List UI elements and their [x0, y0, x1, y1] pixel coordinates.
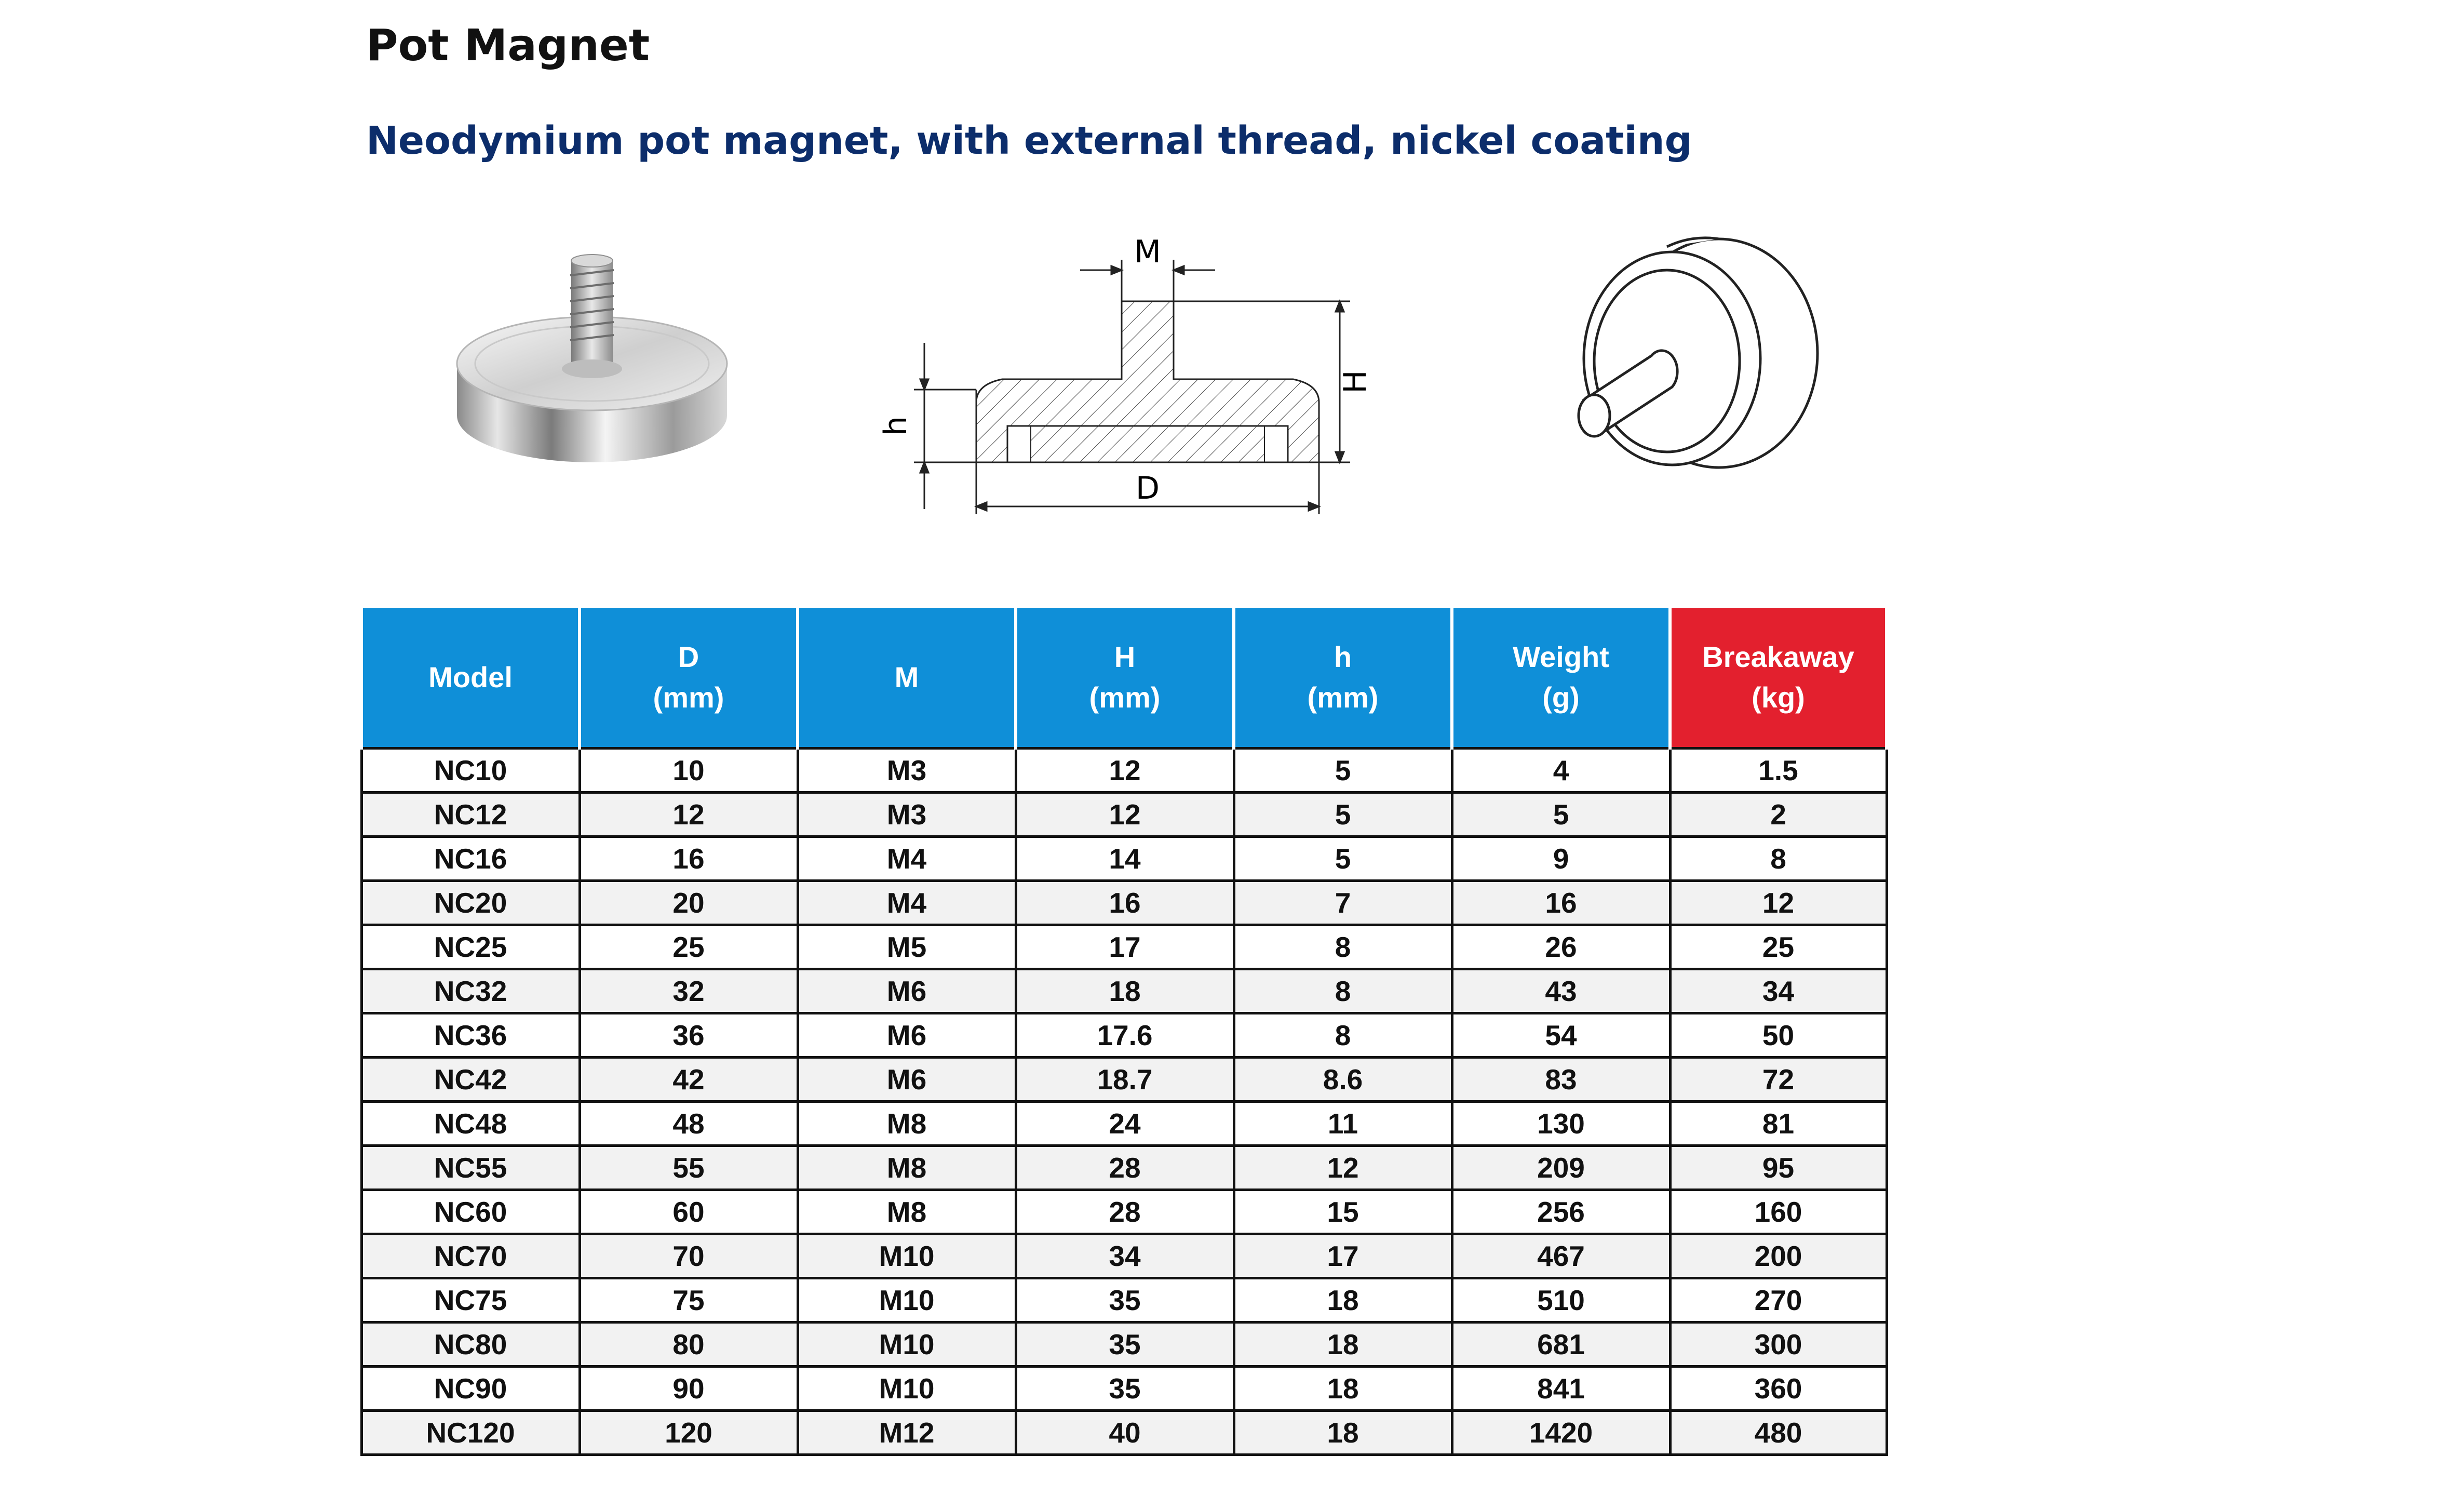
magnet-photo [447, 244, 737, 493]
table-cell: 11 [1234, 1102, 1452, 1146]
column-header-unit: (g) [1542, 681, 1580, 714]
column-header-unit: (mm) [653, 681, 724, 714]
table-cell: 12 [1016, 793, 1234, 837]
table-cell: M10 [798, 1234, 1016, 1278]
spec-table [360, 608, 1888, 1456]
table-cell: 209 [1452, 1146, 1670, 1190]
table-cell: NC80 [361, 1323, 580, 1367]
table-cell: 20 [580, 881, 798, 925]
column-header [1670, 608, 1887, 749]
table-cell: NC12 [361, 793, 580, 837]
table-cell: NC48 [361, 1102, 580, 1146]
table-cell: 480 [1670, 1411, 1887, 1455]
table-cell: 75 [580, 1278, 798, 1323]
table-cell: 55 [580, 1146, 798, 1190]
table-cell: M3 [798, 749, 1016, 793]
table-cell: NC70 [361, 1234, 580, 1278]
dimension-label-h: h [878, 416, 914, 436]
table-cell: M8 [798, 1146, 1016, 1190]
table-cell: 5 [1234, 793, 1452, 837]
table-cell: 25 [580, 925, 798, 969]
table-row [361, 881, 1887, 925]
table-cell: 8 [1234, 969, 1452, 1013]
table-cell: 2 [1670, 793, 1887, 837]
table-cell: 17 [1016, 925, 1234, 969]
table-cell: M8 [798, 1102, 1016, 1146]
table-row [361, 749, 1887, 793]
table-cell: 467 [1452, 1234, 1670, 1278]
table-cell: M6 [798, 969, 1016, 1013]
table-cell: NC55 [361, 1146, 580, 1190]
table-cell: 16 [1016, 881, 1234, 925]
column-header-unit: (mm) [1089, 681, 1161, 714]
table-cell: 60 [580, 1190, 798, 1234]
table-row [361, 1058, 1887, 1102]
table-cell: 25 [1670, 925, 1887, 969]
table-cell: 16 [580, 837, 798, 881]
table-cell: NC32 [361, 969, 580, 1013]
table-cell: 7 [1234, 881, 1452, 925]
table-cell: 35 [1016, 1278, 1234, 1323]
table-row [361, 1190, 1887, 1234]
column-header [361, 608, 580, 749]
table-cell: 72 [1670, 1058, 1887, 1102]
table-cell: 95 [1670, 1146, 1887, 1190]
table-row [361, 1411, 1887, 1455]
table-cell: 18 [1234, 1278, 1452, 1323]
table-cell: 12 [1670, 881, 1887, 925]
table-cell: M6 [798, 1013, 1016, 1058]
table-body [361, 749, 1887, 1455]
table-cell: NC75 [361, 1278, 580, 1323]
table-cell: 5 [1234, 749, 1452, 793]
table-cell: 36 [580, 1013, 798, 1058]
column-header [1452, 608, 1670, 749]
column-header-label: Model [428, 661, 513, 693]
table-cell: 5 [1234, 837, 1452, 881]
table-row [361, 837, 1887, 881]
column-header-label: h [1334, 640, 1352, 673]
column-header-label: M [894, 661, 919, 693]
table-cell: M6 [798, 1058, 1016, 1102]
column-header-label: Weight [1513, 640, 1609, 673]
table-cell: 4 [1452, 749, 1670, 793]
table-cell: M10 [798, 1367, 1016, 1411]
table-cell: NC25 [361, 925, 580, 969]
table-cell: 28 [1016, 1190, 1234, 1234]
table-cell: 1420 [1452, 1411, 1670, 1455]
table-cell: 270 [1670, 1278, 1887, 1323]
table-row [361, 1367, 1887, 1411]
table-header-row [361, 608, 1887, 749]
table-row [361, 1102, 1887, 1146]
table-cell: 5 [1452, 793, 1670, 837]
table-cell: 54 [1452, 1013, 1670, 1058]
table-cell: M10 [798, 1278, 1016, 1323]
table-cell: 12 [1234, 1146, 1452, 1190]
table-cell: NC42 [361, 1058, 580, 1102]
dimension-label-H: H [1337, 370, 1374, 394]
table-cell: 12 [1016, 749, 1234, 793]
isometric-drawing [1547, 229, 1828, 488]
table-row [361, 1278, 1887, 1323]
table-cell: NC36 [361, 1013, 580, 1058]
table-cell: 681 [1452, 1323, 1670, 1367]
table-cell: 83 [1452, 1058, 1670, 1102]
table-row [361, 925, 1887, 969]
table-cell: 80 [580, 1323, 798, 1367]
table-cell: NC16 [361, 837, 580, 881]
table-cell: 81 [1670, 1102, 1887, 1146]
table-row [361, 793, 1887, 837]
table-cell: 130 [1452, 1102, 1670, 1146]
table-cell: M8 [798, 1190, 1016, 1234]
column-header [1016, 608, 1234, 749]
table-cell: 160 [1670, 1190, 1887, 1234]
column-header [1234, 608, 1452, 749]
table-cell: 256 [1452, 1190, 1670, 1234]
table-cell: 1.5 [1670, 749, 1887, 793]
column-header-label: Breakaway [1702, 640, 1854, 673]
dimension-label-D: D [1135, 470, 1160, 506]
table-row [361, 1013, 1887, 1058]
table-cell: M4 [798, 837, 1016, 881]
column-header-unit: (kg) [1752, 681, 1805, 714]
table-row [361, 969, 1887, 1013]
table-cell: 8.6 [1234, 1058, 1452, 1102]
table-cell: 17.6 [1016, 1013, 1234, 1058]
table-cell: 8 [1234, 925, 1452, 969]
table-cell: 18 [1234, 1323, 1452, 1367]
table-row [361, 1146, 1887, 1190]
table-cell: 18 [1234, 1411, 1452, 1455]
table-cell: 35 [1016, 1367, 1234, 1411]
page-subtitle: Neodymium pot magnet, with external thread, nickel coating [366, 118, 1692, 163]
table-cell: M3 [798, 793, 1016, 837]
table-cell: 9 [1452, 837, 1670, 881]
table-cell: 12 [580, 793, 798, 837]
table-cell: NC20 [361, 881, 580, 925]
column-header [798, 608, 1016, 749]
column-header [580, 608, 798, 749]
table-cell: 50 [1670, 1013, 1887, 1058]
table-cell: 26 [1452, 925, 1670, 969]
table-row [361, 1234, 1887, 1278]
table-cell: 300 [1670, 1323, 1887, 1367]
table-cell: NC120 [361, 1411, 580, 1455]
table-cell: M10 [798, 1323, 1016, 1367]
table-cell: 18 [1016, 969, 1234, 1013]
table-cell: 48 [580, 1102, 798, 1146]
page-title: Pot Magnet [366, 20, 650, 71]
table-cell: 42 [580, 1058, 798, 1102]
table-cell: 8 [1670, 837, 1887, 881]
technical-drawing [878, 218, 1381, 530]
table-cell: M4 [798, 881, 1016, 925]
table-cell: 43 [1452, 969, 1670, 1013]
table-cell: 17 [1234, 1234, 1452, 1278]
table-cell: 8 [1234, 1013, 1452, 1058]
table-cell: 360 [1670, 1367, 1887, 1411]
table-cell: 10 [580, 749, 798, 793]
table-cell: 32 [580, 969, 798, 1013]
table-cell: 841 [1452, 1367, 1670, 1411]
table-cell: 15 [1234, 1190, 1452, 1234]
dimension-label-m: M [1134, 234, 1161, 270]
table-cell: 70 [580, 1234, 798, 1278]
table-cell: 90 [580, 1367, 798, 1411]
table-cell: 120 [580, 1411, 798, 1455]
table-cell: 34 [1670, 969, 1887, 1013]
table-cell: 34 [1016, 1234, 1234, 1278]
table-cell: 40 [1016, 1411, 1234, 1455]
table-cell: 35 [1016, 1323, 1234, 1367]
table-cell: NC90 [361, 1367, 580, 1411]
table-cell: 28 [1016, 1146, 1234, 1190]
table-cell: 18.7 [1016, 1058, 1234, 1102]
table-cell: 16 [1452, 881, 1670, 925]
table-cell: 200 [1670, 1234, 1887, 1278]
column-header-label: D [678, 640, 699, 673]
table-cell: M12 [798, 1411, 1016, 1455]
table-cell: NC10 [361, 749, 580, 793]
table-cell: 510 [1452, 1278, 1670, 1323]
table-cell: M5 [798, 925, 1016, 969]
table-cell: 24 [1016, 1102, 1234, 1146]
table-cell: NC60 [361, 1190, 580, 1234]
table-row [361, 1323, 1887, 1367]
table-cell: 14 [1016, 837, 1234, 881]
column-header-unit: (mm) [1307, 681, 1379, 714]
table-cell: 18 [1234, 1367, 1452, 1411]
column-header-label: H [1114, 640, 1136, 673]
